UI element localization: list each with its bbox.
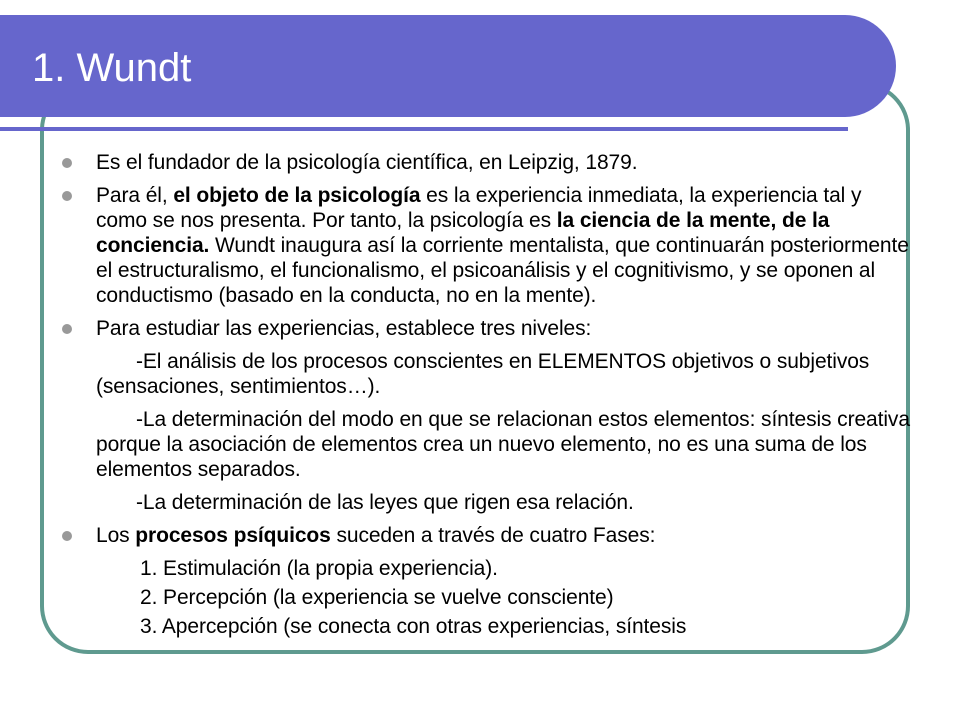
bullet-text: Para estudiar las experiencias, establece tres niveles:	[96, 317, 592, 340]
bullet-text: suceden a través de cuatro Fases:	[330, 524, 656, 547]
bullet-dot-icon	[62, 191, 72, 201]
bullet-text: es la experiencia inmediata, la experiencia tal y como se nos presenta. Por tanto, la psicología es	[96, 184, 862, 232]
bullet-item	[60, 150, 910, 175]
level-text: -El análisis de los procesos conscientes en ELEMENTOS objetivos o subjetivos (sensaciones, sentimientos…).	[96, 350, 870, 398]
bullet-text: Wundt inaugura así la corriente mentalista, que continuarán posteriormente el estructuralismo, el funcionalismo, el psicoanálisis y el cognitivismo, y se oponen al conductismo (basado en la conducta, no en la mente).	[96, 234, 909, 307]
bold-term: la ciencia de la mente, de la conciencia.	[96, 209, 830, 257]
level-text: -La determinación de las leyes que rigen esa relación.	[136, 491, 634, 514]
title-underline	[0, 127, 848, 131]
slide-title: 1. Wundt	[32, 46, 192, 90]
bullet-text: Para él,	[96, 184, 174, 207]
bullet-dot-icon	[62, 324, 72, 334]
bullet-item	[60, 316, 910, 341]
level-item	[60, 349, 910, 399]
phase-item: 2. Percepción (la experiencia se vuelve consciente)	[140, 586, 614, 609]
slide-content	[60, 150, 910, 643]
phase-item: 1. Estimulación (la propia experiencia).	[140, 557, 498, 580]
bold-term: procesos psíquicos	[135, 524, 331, 547]
bullet-dot-icon	[62, 158, 72, 168]
level-item	[60, 407, 910, 482]
level-text: -La determinación del modo en que se relacionan estos elementos: síntesis creativa porque la asociación de elementos crea un nuevo elemento, no es una suma de los elementos separados.	[96, 408, 910, 481]
bold-term: el objeto de la psicología	[173, 184, 421, 207]
bullet-item	[60, 183, 910, 308]
bullet-item	[60, 523, 910, 548]
phase-item: 3. Apercepción (se conecta con otras experiencias, síntesis	[140, 615, 687, 638]
bullet-text: Es el fundador de la psicología científica, en Leipzig, 1879.	[96, 151, 638, 174]
bullet-text: Los	[96, 524, 136, 547]
level-item	[60, 490, 910, 515]
bullet-dot-icon	[62, 531, 72, 541]
